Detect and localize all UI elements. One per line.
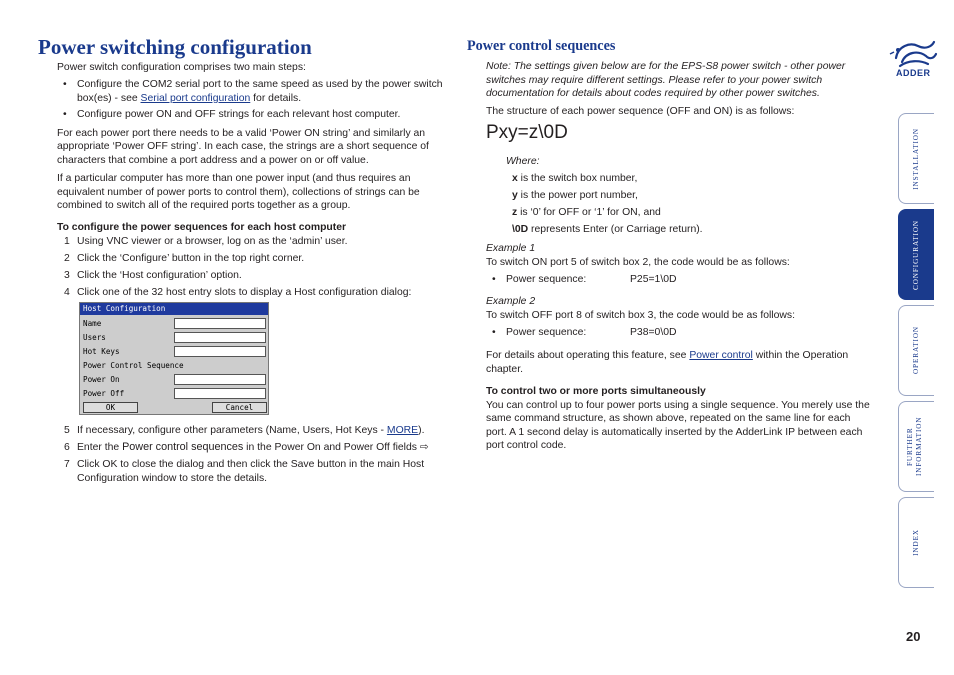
procedure-step: 6 Enter the Power control sequences in the Power On and Power Off fields ⇨ <box>64 441 429 453</box>
dialog-label-hot-keys: Hot Keys <box>83 347 120 356</box>
list-item: • Power sequence: P38=0\0D <box>486 326 870 340</box>
dialog-label-power-on: Power On <box>83 375 120 384</box>
hot-keys-field[interactable] <box>174 346 266 357</box>
dialog-title: Host Configuration <box>80 303 268 315</box>
serial-port-config-link[interactable]: Serial port configuration <box>140 92 251 104</box>
paragraph: If a particular computer has more than one power input (and thus requires an equivalent number of power ports to control them), collections of strings can be combined to switch all of the required ports together as a group. <box>57 173 420 211</box>
tab-index[interactable]: INDEX <box>898 497 934 588</box>
right-column-top <box>486 60 870 122</box>
list-item: • Power sequence: P25=1\0D <box>486 273 870 287</box>
example-2-text: To switch OFF port 8 of switch box 3, the code would be as follows: <box>486 309 795 321</box>
logo-text: ADDER <box>896 68 931 78</box>
name-field[interactable] <box>174 318 266 329</box>
tab-installation[interactable]: INSTALLATION <box>898 113 934 204</box>
intro-text: Power switch configuration comprises two main steps: <box>57 62 306 73</box>
users-field[interactable] <box>174 332 266 343</box>
page-number: 20 <box>906 629 921 644</box>
power-control-link[interactable]: Power control <box>689 350 753 361</box>
procedure-step: 1 Using VNC viewer or a browser, log on as the ‘admin’ user. <box>64 236 348 247</box>
multi-text: You can control up to four power ports using a single sequence. You merely use the same command structure, as shown above, repeated on the same line for each port. A 1 second delay is automatically inserted by the AdderLink IP between each port control code. <box>486 399 870 451</box>
example-1-label: Example 1 <box>486 243 536 254</box>
paragraph: For each power port there needs to be a valid ‘Power ON string’ and similarly an appropriate ‘Power OFF string’. In each case, the strings are a short sequence of characters that combine a port address and a power on or off value. <box>57 127 429 166</box>
section-heading: Power control sequences <box>467 38 616 54</box>
procedure-step: 5 If necessary, configure other parameters (Name, Users, Hot Keys - MORE). <box>64 425 425 436</box>
definitions <box>506 155 866 240</box>
code-format: Pxy=z\0D <box>486 122 568 143</box>
details-text: For details about operating this feature, see Power control within the Operation chapter. <box>486 350 849 375</box>
power-on-field[interactable] <box>174 374 266 385</box>
tab-operation[interactable]: OPERATION <box>898 305 934 396</box>
left-column <box>57 61 449 303</box>
more-link[interactable]: MORE <box>386 425 419 436</box>
example-1-text: To switch ON port 5 of switch box 2, the code would be as follows: <box>486 256 790 268</box>
definition-item: z is ‘0’ for OFF or ‘1’ for ON, and <box>512 206 661 218</box>
page-title: Power switching configuration <box>38 35 312 59</box>
host-configuration-dialog <box>79 302 269 415</box>
adder-logo <box>888 38 940 80</box>
tab-configuration[interactable]: CONFIGURATION <box>898 209 934 300</box>
definition-item: x is the switch box number, <box>512 172 638 184</box>
procedure-step: 7 Click OK to close the dialog and then click the Save button in the main Host Configuration window to store the details. <box>64 459 425 484</box>
where-label: Where: <box>506 156 540 167</box>
example-2-label: Example 2 <box>486 296 536 307</box>
dialog-label-power-off: Power Off <box>83 389 125 398</box>
cancel-button[interactable]: Cancel <box>212 402 267 413</box>
definition-item: \0D represents Enter (or Carriage return). <box>512 223 703 235</box>
dialog-label-name: Name <box>83 319 102 328</box>
list-item: • Configure the COM2 serial port to the same speed as used by the power switch box(es) - see Serial port configuration for details. <box>57 78 449 105</box>
multi-heading: To control two or more ports simultaneously <box>486 386 706 397</box>
structure-text: The structure of each power sequence (OFF and ON) is as follows: <box>486 105 795 117</box>
ok-button[interactable]: OK <box>83 402 138 413</box>
procedure-continued <box>57 424 449 489</box>
definition-item: y is the power port number, <box>512 189 638 201</box>
dialog-label-power-control-sequence: Power Control Sequence <box>83 361 184 370</box>
examples <box>486 242 870 456</box>
power-off-field[interactable] <box>174 388 266 399</box>
tab-further-information[interactable]: FURTHER INFORMATION <box>898 401 934 492</box>
note-text: Note: The settings given below are for the EPS-S8 power switch - other power switches may require different settings. Please refer to your power switch documentation for details about codes required by other power switches. <box>486 61 846 99</box>
list-item: • Configure power ON and OFF strings for each relevant host computer. <box>57 108 449 122</box>
dialog-label-users: Users <box>83 333 106 342</box>
procedure-heading: To configure the power sequences for each host computer <box>57 221 347 233</box>
procedure-step: 3 Click the ‘Host configuration’ option. <box>64 270 242 281</box>
procedure-step: 4 Click one of the 32 host entry slots to display a Host configuration dialog: <box>64 287 412 298</box>
procedure-step: 2 Click the ‘Configure’ button in the top right corner. <box>64 253 305 264</box>
